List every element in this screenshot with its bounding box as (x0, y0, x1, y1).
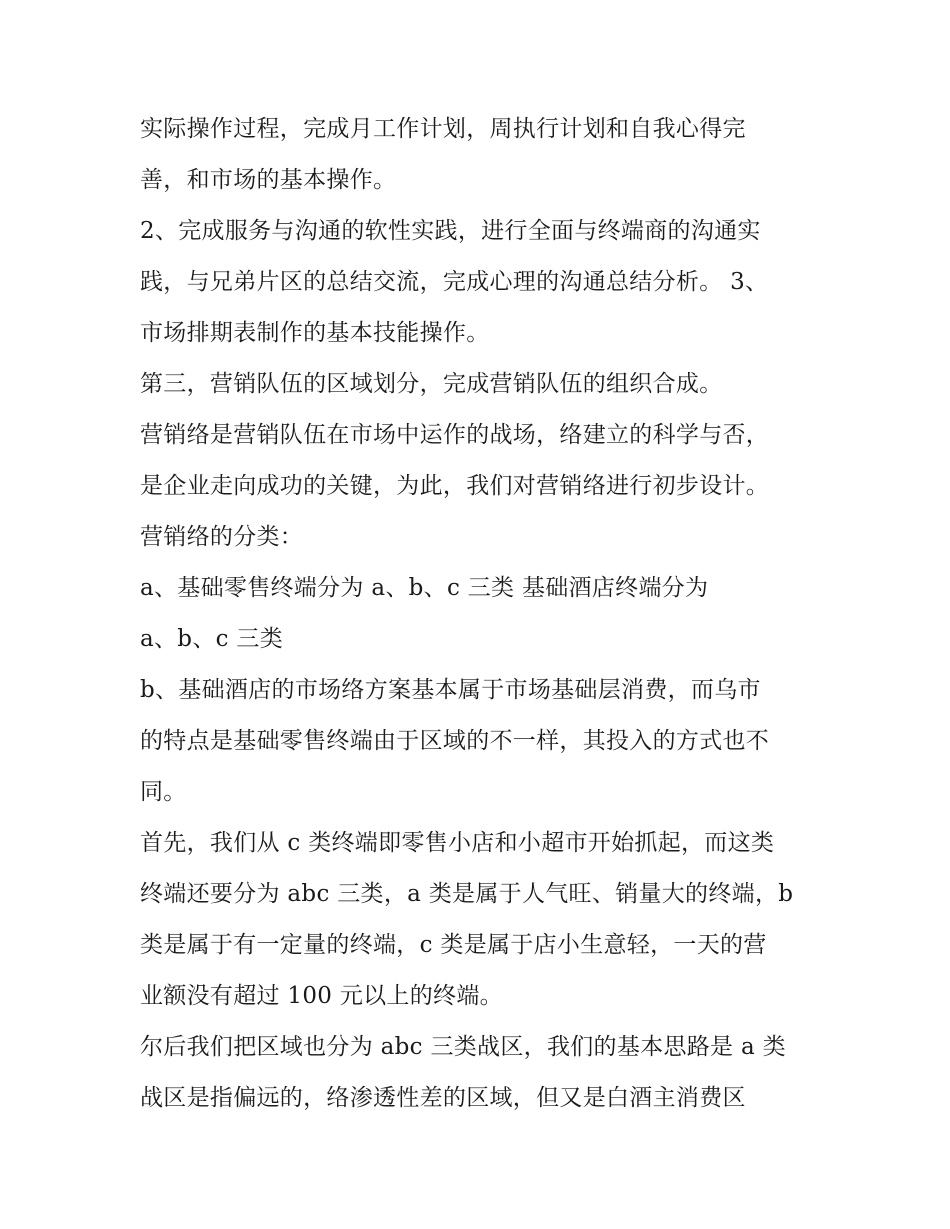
text-line: b、基础酒店的市场络方案基本属于市场基础层消费，而乌市 (140, 677, 761, 703)
text-line: 践，与兄弟片区的总结交流，完成心理的沟通总结分析。 3、 (140, 269, 769, 295)
text-line: 营销络是营销队伍在市场中运作的战场，络建立的科学与否， (140, 422, 770, 448)
text-line: 尔后我们把区域也分为 abc 三类战区，我们的基本思路是 a 类 (140, 1034, 786, 1060)
text-line: 战区是指偏远的，络渗透性差的区域，但又是白酒主消费区 (140, 1085, 746, 1111)
text-line: 善，和市场的基本操作。 (140, 167, 397, 193)
text-line: 实际操作过程，完成月工作计划，周执行计划和自我心得完 (140, 116, 746, 142)
text-line: 第三，营销队伍的区域划分，完成营销队伍的组织合成。 (140, 371, 723, 397)
text-line: 是企业走向成功的关键，为此，我们对营销络进行初步设计。 (140, 473, 770, 499)
document-body (140, 104, 820, 1124)
text-line: 的特点是基础零售终端由于区域的不一样，其投入的方式也不 (140, 728, 770, 754)
text-line: 2、完成服务与沟通的软性实践，进行全面与终端商的沟通实 (140, 218, 761, 244)
text-line: 同。 (140, 779, 187, 805)
text-line: 市场排期表制作的基本技能操作。 (140, 320, 490, 346)
text-line: 终端还要分为 abc 三类，a 类是属于人气旺、销量大的终端，b (140, 881, 794, 907)
text-line: a、b、c 三类 (140, 626, 284, 652)
text-line: 营销络的分类： (140, 524, 304, 550)
text-line: 首先，我们从 c 类终端即零售小店和小超市开始抓起，而这类 (140, 830, 775, 856)
text-line: 业额没有超过 100 元以上的终端。 (140, 983, 503, 1009)
text-line: 类是属于有一定量的终端，c 类是属于店小生意轻，一天的营 (140, 932, 767, 958)
text-line: a、基础零售终端分为 a、b、c 三类 基础酒店终端分为 (140, 575, 709, 601)
